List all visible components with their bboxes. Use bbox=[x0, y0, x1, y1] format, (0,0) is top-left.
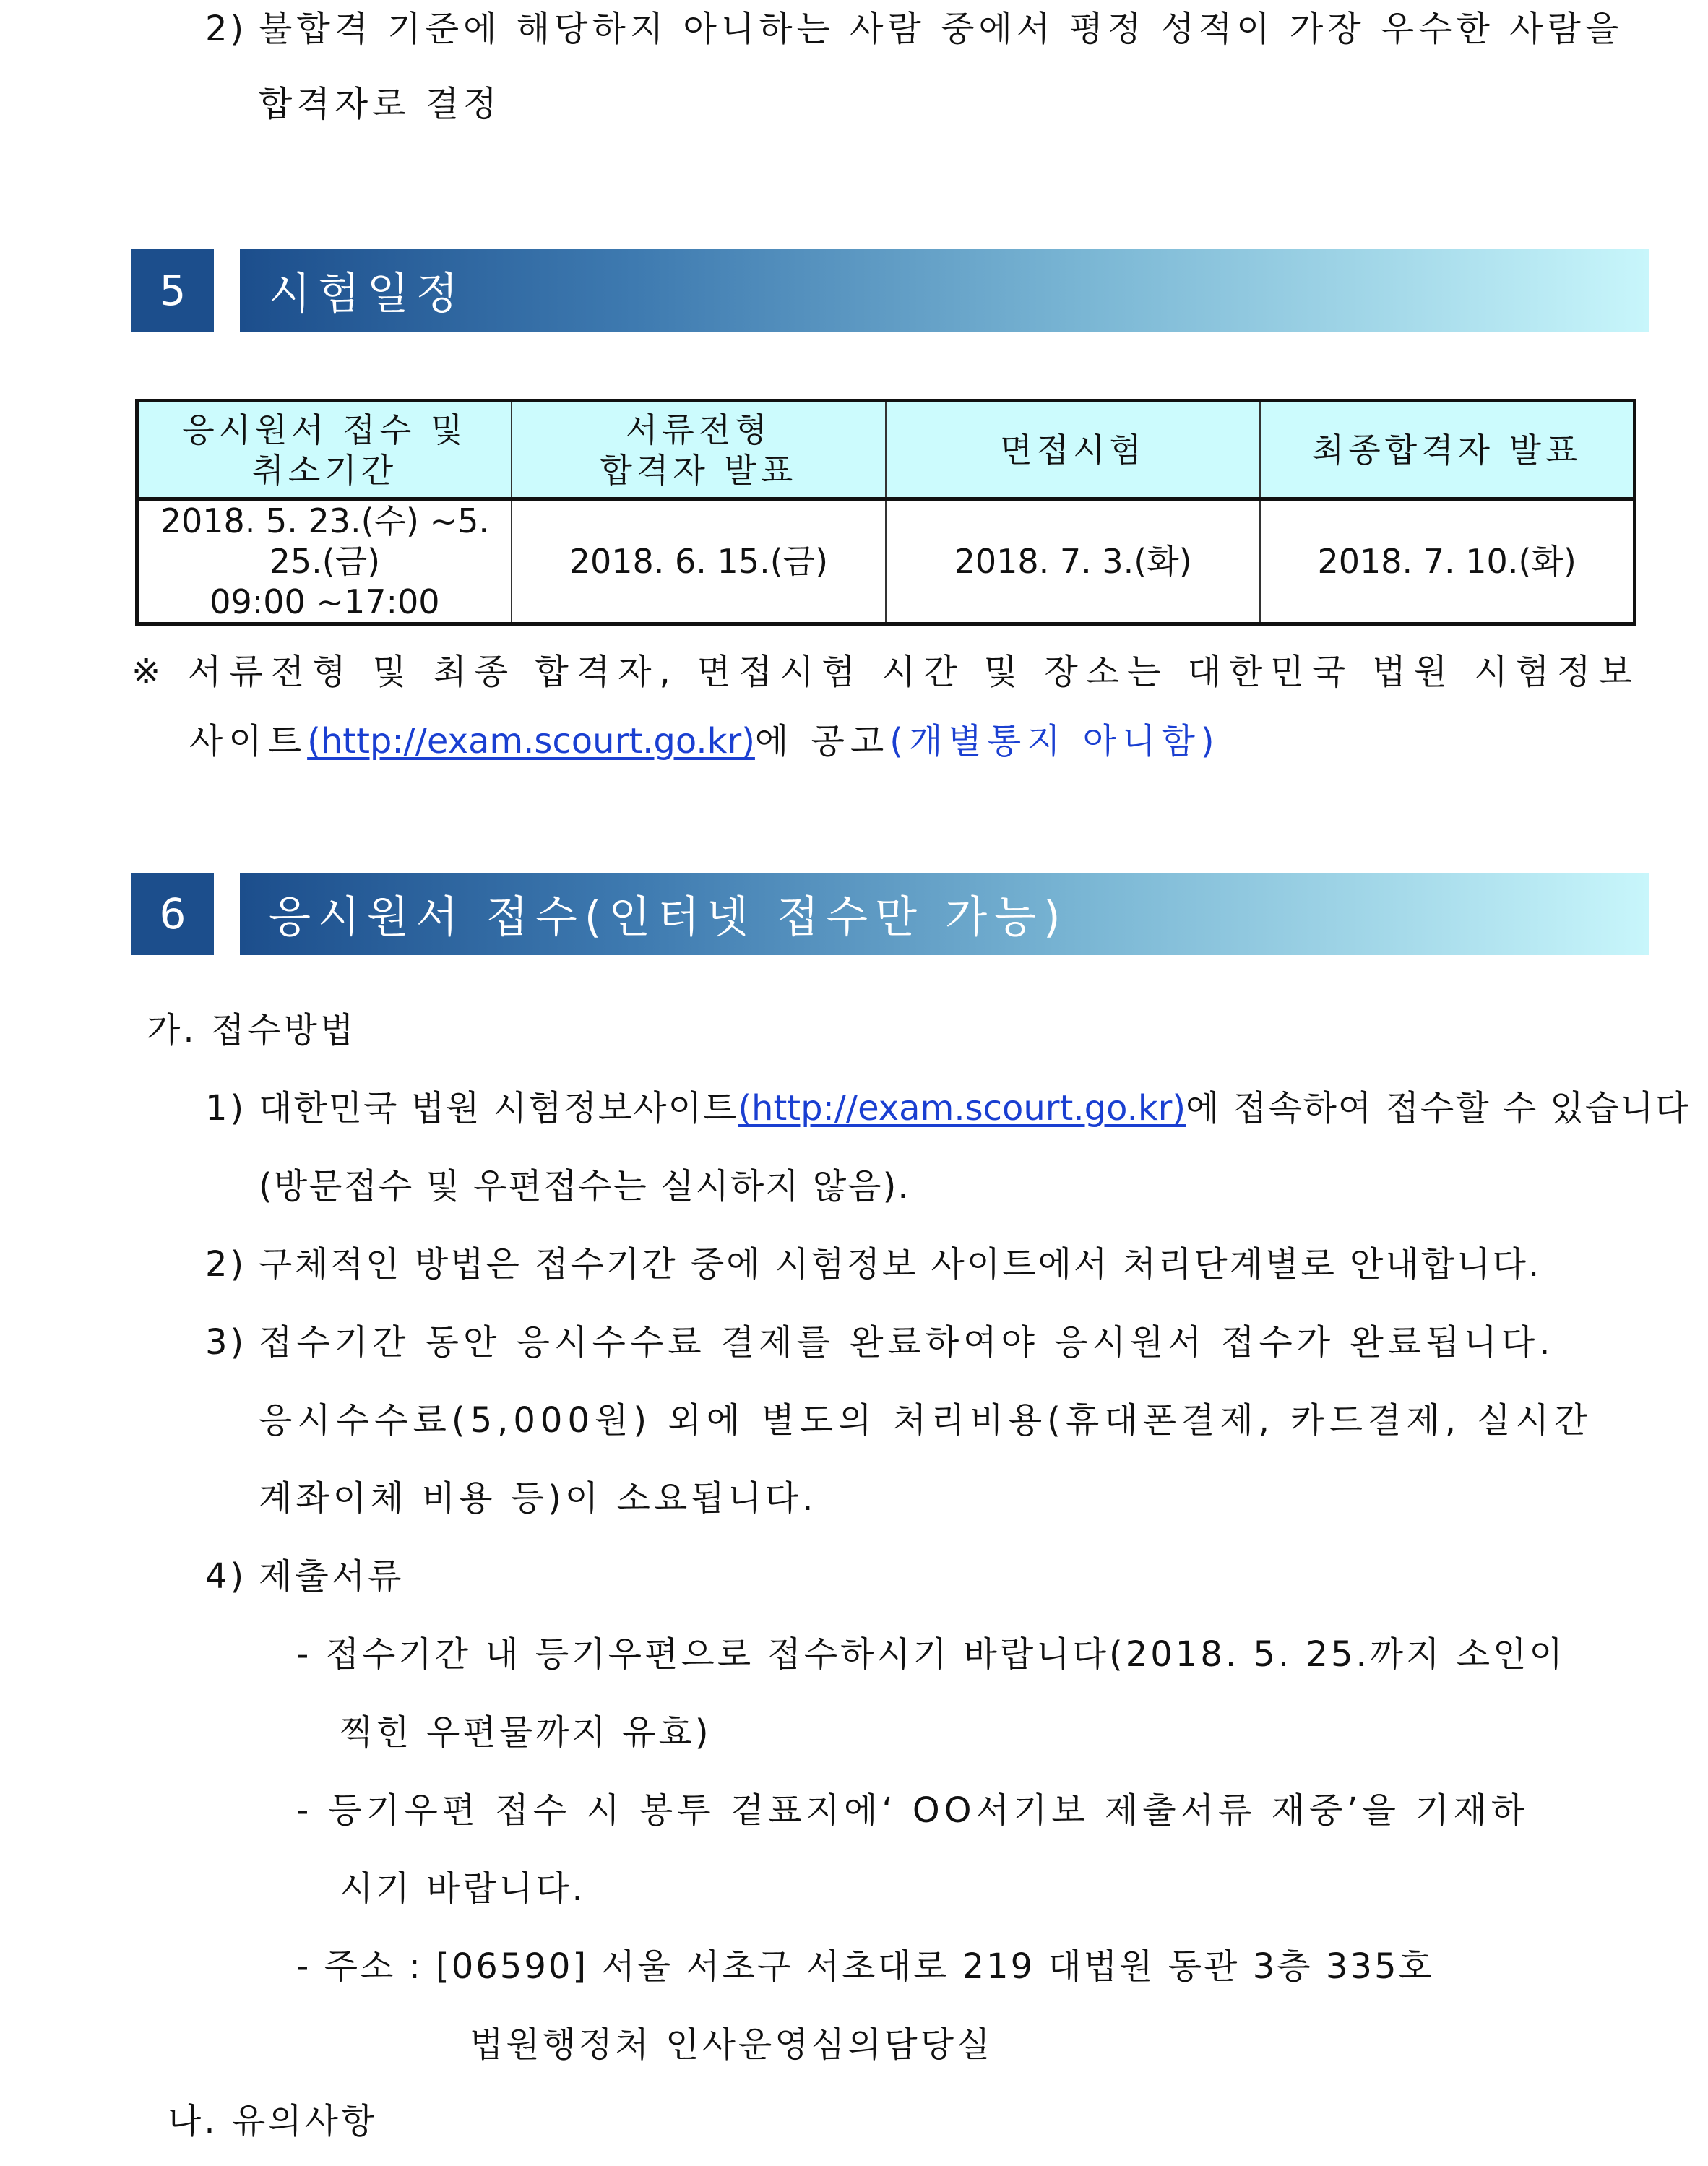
item4-sub3-line2: 법원행정처 인사운영심의담당실 bbox=[470, 2024, 993, 2065]
schedule-value-row bbox=[137, 499, 1635, 624]
note-line1: 서류전형 및 최종 합격자, 면접시험 시간 및 장소는 대한민국 법원 시험정보 bbox=[188, 652, 1640, 692]
item1-line1 bbox=[259, 1087, 1690, 1130]
item4-sub1-line1: - 접수기간 내 등기우편으로 접수하시기 바랍니다(2018. 5. 25.까지 소인이 bbox=[296, 1634, 1566, 1675]
item1-text-after: 에 접속하여 접수할 수 있습니다 bbox=[1186, 1088, 1690, 1129]
note-mark: ※ bbox=[131, 652, 164, 692]
item1-line2: (방문접수 및 우편접수는 실시하지 않음). bbox=[259, 1166, 910, 1207]
top-item-line2: 합격자로 결정 bbox=[259, 84, 501, 124]
item1-site-link[interactable]: (http://exam.scourt.go.kr) bbox=[738, 1088, 1186, 1129]
item2-text: 구체적인 방법은 접수기간 중에 시험정보 사이트에서 처리단계별로 안내합니다. bbox=[259, 1244, 1542, 1285]
top-item-line1: 불합격 기준에 해당하지 아니하는 사람 중에서 평정 성적이 가장 우수한 사람을 bbox=[259, 9, 1623, 49]
item4-sub2-line1: - 등기우편 접수 시 봉투 겉표지에‘ OO서기보 제출서류 재중’을 기재하 bbox=[296, 1790, 1530, 1831]
item1-label: 1) bbox=[205, 1088, 247, 1129]
section5-title-bar bbox=[240, 249, 1649, 332]
section6-title-bar bbox=[240, 873, 1649, 955]
item1-text-before: 대한민국 법원 시험정보사이트 bbox=[259, 1088, 738, 1129]
section5-number: 5 bbox=[131, 249, 214, 332]
item3-label: 3) bbox=[205, 1322, 247, 1363]
note-line2-prefix: 사이트 bbox=[189, 721, 308, 761]
section5-title: 시험일정 bbox=[269, 269, 465, 319]
note-line2 bbox=[189, 720, 1220, 763]
item3-line1: 접수기간 동안 응시수수료 결제를 완료하여야 응시원서 접수가 완료됩니다. bbox=[259, 1322, 1555, 1363]
item2-label: 2) bbox=[205, 1244, 247, 1285]
schedule-table bbox=[135, 399, 1636, 626]
item3-line3: 계좌이체 비용 등)이 소요됩니다. bbox=[259, 1478, 817, 1519]
note-line2-paren: (개별통지 아니함) bbox=[889, 721, 1220, 761]
item3-line2: 응시수수료(5,000원) 외에 별도의 처리비용(휴대폰결제, 카드결제, 실시간 bbox=[259, 1400, 1593, 1441]
schedule-header-application: 응시원서 접수 및 취소기간 bbox=[137, 401, 512, 499]
schedule-value-final-result: 2018. 7. 10.(화) bbox=[1260, 499, 1634, 624]
schedule-header-row bbox=[137, 401, 1635, 499]
item4-sub3-line1: - 주소 : [06590] 서울 서초구 서초대로 219 대법원 동관 3층 335호 bbox=[296, 1946, 1434, 1987]
top-item-label: 2) bbox=[205, 9, 247, 49]
schedule-value-interview: 2018. 7. 3.(화) bbox=[886, 499, 1260, 624]
schedule-value-application: 2018. 5. 23.(수) ~5. 25.(금) 09:00 ~17:00 bbox=[137, 499, 512, 624]
method-heading: 가. 접수방법 bbox=[147, 1010, 357, 1050]
section6-title: 응시원서 접수(인터넷 접수만 가능) bbox=[269, 892, 1068, 943]
item4-label: 4) bbox=[205, 1556, 247, 1597]
schedule-header-final-result: 최종합격자 발표 bbox=[1260, 401, 1634, 499]
item4-sub1-line2: 찍힌 우편물까지 유효) bbox=[340, 1712, 712, 1753]
notice-heading: 나. 유의사항 bbox=[168, 2101, 378, 2141]
note-site-link[interactable]: (http://exam.scourt.go.kr) bbox=[307, 721, 755, 761]
item4-heading: 제출서류 bbox=[259, 1556, 405, 1597]
schedule-header-document-result: 서류전형 합격자 발표 bbox=[512, 401, 886, 499]
section6-number: 6 bbox=[131, 873, 214, 955]
schedule-header-interview: 면접시험 bbox=[886, 401, 1260, 499]
schedule-value-document-result: 2018. 6. 15.(금) bbox=[512, 499, 886, 624]
item4-sub2-line2: 시기 바랍니다. bbox=[340, 1868, 586, 1909]
note-line2-mid: 에 공고 bbox=[754, 721, 890, 761]
